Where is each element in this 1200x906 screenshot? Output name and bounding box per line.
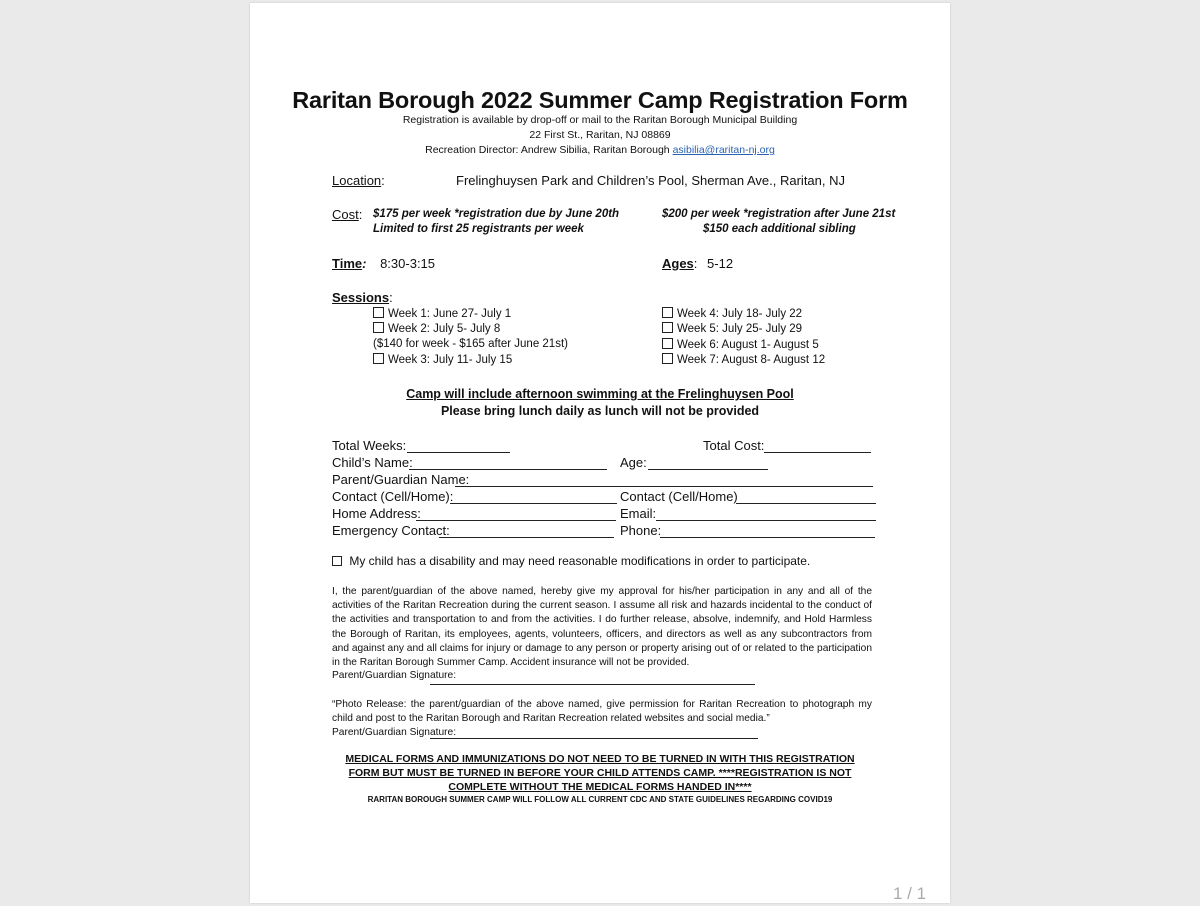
form-title: Raritan Borough 2022 Summer Camp Registration Form [292, 87, 908, 113]
checkbox-icon[interactable] [662, 307, 673, 318]
child-name-field[interactable] [409, 469, 607, 470]
total-cost-label: Total Cost: [703, 438, 765, 453]
cost-label: Cost [332, 207, 359, 222]
checkbox-icon[interactable] [662, 353, 673, 364]
contact1-field[interactable] [450, 503, 617, 504]
signature2-field[interactable] [430, 738, 758, 739]
director-text: Recreation Director: Andrew Sibilia, Raritan Borough [425, 144, 670, 156]
contact2-field[interactable] [736, 503, 876, 504]
age-field[interactable] [648, 469, 768, 470]
age-label: Age: [620, 455, 647, 470]
medical-forms-warning: MEDICAL FORMS AND IMMUNIZATIONS DO NOT NEED TO BE TURNED IN WITH THIS REGISTRATION FORM BUT MUST BE TURNED IN BEFORE YOUR CHILD ATTENDS CAMP. ****REGISTRATION IS NOT COMPLETE WITHOUT THE MEDICAL FORMS HANDED IN**** [345, 753, 855, 793]
phone-field[interactable] [660, 537, 875, 538]
total-weeks-label: Total Weeks: [332, 438, 407, 453]
signature2-label: Parent/Guardian Signature: [332, 727, 457, 738]
session-week4[interactable]: Week 4: July 18- July 22 [662, 307, 802, 320]
ages-row: Ages: 5-12 [662, 256, 734, 271]
email-label: Email: [620, 506, 657, 521]
contact1-label: Contact (Cell/Home): [332, 489, 454, 504]
page-indicator: 1 / 1 [893, 884, 927, 903]
cost-right-line2: $150 each additional sibling [703, 223, 856, 235]
checkbox-icon[interactable] [373, 322, 384, 333]
cost-row: Cost: [332, 207, 363, 222]
swimming-note: Camp will include afternoon swimming at the Frelinghuysen Pool [406, 387, 794, 401]
subtitle-director [250, 144, 950, 156]
session-week2[interactable]: Week 2: July 5- July 8 [373, 322, 500, 335]
session-week2-note: ($140 for week - $165 after June 21st) [373, 338, 568, 350]
release-paragraph: I, the parent/guardian of the above named, hereby give my approval for his/her participation in any and all of the activities of the Raritan Recreation during the current season. I assume all risk and hazards incidental to the conduct of the activities and transportation to and from the activities. I do further release, absolve, indemnify, and Hold Harmless the Borough of Raritan, its employees, agents, volunteers, officers, and directors as well as any subcontractors from and against any and all claims for injury or damage to any person or property arising out of or related to the participation in the Raritan Borough Summer Camp. Accident insurance will not be provided. [332, 586, 872, 669]
session-week3[interactable]: Week 3: July 11- July 15 [373, 353, 512, 366]
home-address-label: Home Address: [332, 506, 421, 521]
checkbox-icon[interactable] [662, 338, 673, 349]
parent-name-field[interactable] [455, 486, 873, 487]
signature1-field[interactable] [430, 684, 755, 685]
photo-release-paragraph: “Photo Release: the parent/guardian of the above named, give permission for Raritan Recreation to photograph my child and post to the Raritan Borough and Raritan Recreation related websites and social media.” [332, 699, 872, 725]
lunch-note: Please bring lunch daily as lunch will not be provided [440, 404, 760, 418]
emergency-contact-label: Emergency Contact: [332, 523, 450, 538]
session-week1[interactable]: Week 1: June 27- July 1 [373, 307, 511, 320]
location-value: Frelinghuysen Park and Children’s Pool, Sherman Ave., Raritan, NJ [456, 173, 845, 188]
session-week5[interactable]: Week 5: July 25- July 29 [662, 322, 802, 335]
director-email-link[interactable]: asibilia@raritan-nj.org [672, 144, 775, 156]
contact2-label: Contact (Cell/Home) [620, 489, 738, 504]
subtitle-address: 22 First St., Raritan, NJ 08869 [529, 129, 671, 141]
checkbox-icon[interactable] [662, 322, 673, 333]
subtitle-registration: Registration is available by drop-off or mail to the Raritan Borough Municipal Building [402, 114, 798, 126]
location-row: Location: [332, 173, 385, 188]
cost-right-line1: $200 per week *registration after June 21st [662, 208, 896, 220]
location-label: Location [332, 173, 382, 188]
ages-value: 5-12 [707, 256, 734, 271]
disability-row[interactable] [332, 554, 810, 568]
checkbox-icon[interactable] [373, 307, 384, 318]
total-cost-field[interactable] [764, 452, 871, 453]
checkbox-icon[interactable] [373, 353, 384, 364]
emergency-contact-field[interactable] [439, 537, 614, 538]
time-label: Time [332, 256, 363, 271]
signature1-label: Parent/Guardian Signature: [332, 670, 457, 681]
child-name-label: Child’s Name: [332, 455, 413, 470]
sessions-row: Sessions: [332, 290, 393, 305]
sessions-label: Sessions [332, 290, 390, 305]
covid-guidelines-note: RARITAN BOROUGH SUMMER CAMP WILL FOLLOW ALL CURRENT CDC AND STATE GUIDELINES REGARDING COVID19 [367, 795, 833, 804]
session-week6[interactable]: Week 6: August 1- August 5 [662, 338, 819, 351]
cost-left-line2: Limited to first 25 registrants per week [373, 223, 584, 235]
email-field[interactable] [656, 520, 876, 521]
parent-name-label: Parent/Guardian Name: [332, 472, 470, 487]
time-row: Time: 8:30-3:15 [332, 256, 436, 271]
disability-text: My child has a disability and may need reasonable modifications in order to participate. [349, 554, 811, 568]
total-weeks-field[interactable] [407, 452, 510, 453]
session-week7[interactable]: Week 7: August 8- August 12 [662, 353, 825, 366]
time-value: 8:30-3:15 [380, 256, 436, 271]
cost-left-line1: $175 per week *registration due by June 20th [373, 208, 620, 220]
document-page [250, 3, 950, 903]
checkbox-icon[interactable] [332, 556, 342, 566]
ages-label: Ages [662, 256, 694, 271]
phone-label: Phone: [620, 523, 662, 538]
home-address-field[interactable] [416, 520, 616, 521]
